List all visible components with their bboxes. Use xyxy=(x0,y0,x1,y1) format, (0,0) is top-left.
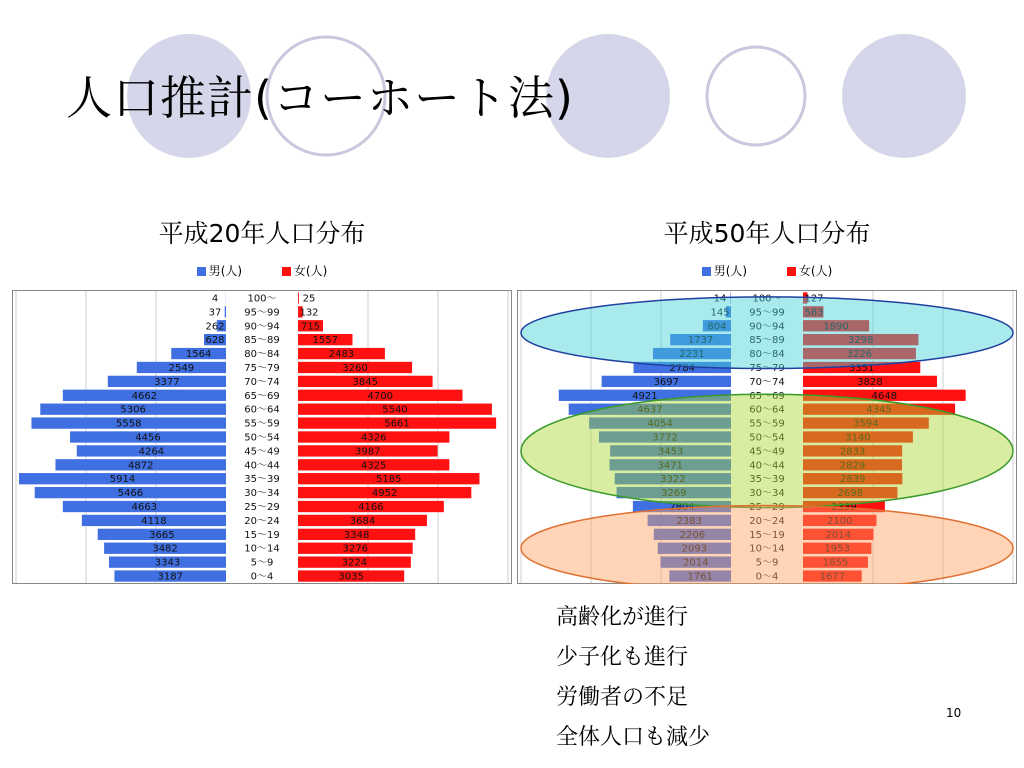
age-group-label: 55～59 xyxy=(749,418,785,430)
data-label-male: 4264 xyxy=(138,446,165,458)
data-label-female: 1557 xyxy=(312,335,338,347)
data-label-female: 3828 xyxy=(857,376,883,388)
data-label-male: 3377 xyxy=(154,376,180,388)
data-label-male: 1737 xyxy=(687,335,714,347)
data-label-female: 3226 xyxy=(846,349,873,361)
age-group-label: 80～84 xyxy=(244,349,280,361)
conclusion-list xyxy=(556,598,710,758)
data-label-male: 1564 xyxy=(185,349,212,361)
data-label-male: 3453 xyxy=(657,446,684,458)
age-group-label: 0～4 xyxy=(250,571,274,583)
age-group-label: 40～44 xyxy=(244,460,280,472)
data-label-male: 3187 xyxy=(157,571,183,583)
data-label-male: 3269 xyxy=(661,488,687,500)
age-group-label: 100～ xyxy=(752,293,782,305)
legend-swatch-female xyxy=(282,267,291,276)
age-group-label: 15～19 xyxy=(749,529,785,541)
data-label-male: 804 xyxy=(707,321,727,333)
chart-legend xyxy=(12,262,512,279)
age-group-label: 50～54 xyxy=(244,432,280,444)
data-label-female: 4952 xyxy=(371,488,398,500)
data-label-female: 3684 xyxy=(349,515,376,527)
highlight-ellipse xyxy=(521,297,1013,369)
age-group-label: 90～94 xyxy=(749,321,785,333)
legend-label-male: 男(人) xyxy=(208,264,243,278)
legend-female xyxy=(787,262,832,279)
age-group-label: 95～99 xyxy=(244,307,280,319)
age-group-label: 85～89 xyxy=(749,335,785,347)
pyramid-plot xyxy=(517,290,1017,584)
data-label-male: 4663 xyxy=(131,502,158,514)
age-group-label: 5～9 xyxy=(250,557,274,569)
age-group-label: 85～89 xyxy=(244,335,280,347)
legend-label-female: 女(人) xyxy=(798,264,833,278)
data-label-male: 3471 xyxy=(657,460,683,472)
data-label-female: 2698 xyxy=(837,488,863,500)
data-label-male: 3322 xyxy=(660,474,686,486)
data-label-male: 262 xyxy=(205,321,225,333)
data-label-female: 3987 xyxy=(355,446,381,458)
data-label-female: 4326 xyxy=(360,432,387,444)
deco-circle-outline-2 xyxy=(707,47,805,145)
data-label-female: 3351 xyxy=(848,362,875,374)
conclusion-item: 少子化も進行 xyxy=(556,645,689,670)
age-group-label: 60～64 xyxy=(244,404,280,416)
data-label-female: 4648 xyxy=(871,390,898,402)
age-group-label: 35～39 xyxy=(244,474,280,486)
data-label-female: 1953 xyxy=(824,543,850,555)
bar-female xyxy=(298,292,299,303)
data-label-male: 2383 xyxy=(676,515,703,527)
data-label-male: 2549 xyxy=(168,362,195,374)
chart-title: 平成50年人口分布 xyxy=(663,219,871,248)
data-label-female: 3035 xyxy=(338,571,364,583)
data-label-male: 145 xyxy=(710,307,730,319)
data-label-female: 3348 xyxy=(343,529,370,541)
data-label-male: 628 xyxy=(205,335,225,347)
data-label-female: 132 xyxy=(299,307,319,319)
data-label-female: 2014 xyxy=(825,529,851,541)
chart-2038 xyxy=(517,214,1017,586)
data-label-female: 3140 xyxy=(845,432,871,444)
data-label-female: 25 xyxy=(302,293,316,305)
age-group-label: 75～79 xyxy=(244,362,280,374)
data-label-male: 4456 xyxy=(135,432,161,444)
age-group-label: 100～ xyxy=(247,293,277,305)
age-group-label: 65～69 xyxy=(244,390,280,402)
data-label-female: 127 xyxy=(804,293,824,305)
legend-male xyxy=(197,262,242,279)
page-number: 10 xyxy=(946,706,962,720)
highlight-ellipse xyxy=(521,505,1013,584)
age-group-label: 25～29 xyxy=(244,502,280,514)
slide-title: 人口推計(コーホート法) xyxy=(66,71,574,125)
data-label-female: 2839 xyxy=(839,474,866,486)
data-label-female: 1677 xyxy=(819,571,846,583)
data-label-female: 4345 xyxy=(866,404,892,416)
data-label-male: 1761 xyxy=(687,571,713,583)
age-group-label: 20～24 xyxy=(244,515,280,527)
data-label-male: 5466 xyxy=(117,488,144,500)
chart-legend xyxy=(517,262,1017,279)
age-group-label: 20～24 xyxy=(749,515,785,527)
age-group-label: 10～14 xyxy=(749,543,785,555)
data-label-female: 3224 xyxy=(341,557,368,569)
data-label-male: 4872 xyxy=(128,460,154,472)
legend-male xyxy=(702,262,747,279)
data-label-male: 4662 xyxy=(131,390,158,402)
age-group-label: 60～64 xyxy=(749,404,785,416)
data-label-female: 3260 xyxy=(342,362,368,374)
age-group-label: 75～79 xyxy=(749,362,785,374)
legend-female xyxy=(282,262,327,279)
age-group-label: 45～49 xyxy=(244,446,280,458)
data-label-female: 2833 xyxy=(839,446,866,458)
legend-swatch-male xyxy=(702,267,711,276)
data-label-male: 5558 xyxy=(116,418,142,430)
data-label-female: 2339 xyxy=(831,502,857,514)
age-group-label: 55～59 xyxy=(244,418,280,430)
age-group-label: 35～39 xyxy=(749,474,785,486)
data-label-male: 37 xyxy=(208,307,222,319)
age-group-label: 5～9 xyxy=(755,557,779,569)
age-group-label: 80～84 xyxy=(749,349,785,361)
data-label-male: 4637 xyxy=(637,404,663,416)
data-label-male: 2206 xyxy=(679,529,706,541)
age-group-label: 0～4 xyxy=(755,571,779,583)
data-label-male: 3772 xyxy=(652,432,678,444)
legend-label-female: 女(人) xyxy=(293,264,328,278)
highlight-ellipse xyxy=(521,394,1013,507)
age-group-label: 90～94 xyxy=(244,321,280,333)
age-group-label: 65～69 xyxy=(749,390,785,402)
data-label-female: 2829 xyxy=(839,460,866,472)
data-label-female: 1890 xyxy=(823,321,849,333)
age-group-label: 30～34 xyxy=(749,488,785,500)
data-label-male: 4921 xyxy=(632,390,658,402)
legend-swatch-female xyxy=(787,267,796,276)
pyramid-plot xyxy=(12,290,512,584)
chart-title: 平成20年人口分布 xyxy=(158,219,366,248)
data-label-female: 2100 xyxy=(827,515,853,527)
data-label-female: 5661 xyxy=(384,418,410,430)
data-label-male: 2014 xyxy=(683,557,709,569)
data-label-male: 4 xyxy=(211,293,219,305)
legend-label-male: 男(人) xyxy=(713,264,748,278)
data-label-male: 4118 xyxy=(141,515,167,527)
data-label-male: 3343 xyxy=(154,557,181,569)
age-group-label: 25～29 xyxy=(749,502,785,514)
bar-male xyxy=(225,306,226,317)
age-group-label: 10～14 xyxy=(244,543,280,555)
conclusion-item: 全体人口も減少 xyxy=(556,725,711,750)
age-group-label: 50～54 xyxy=(749,432,785,444)
data-label-male: 5914 xyxy=(109,474,136,486)
data-label-male: 3482 xyxy=(152,543,178,555)
data-label-female: 3845 xyxy=(352,376,379,388)
data-label-male: 3697 xyxy=(653,376,680,388)
data-label-female: 3298 xyxy=(847,335,874,347)
data-label-female: 583 xyxy=(804,307,824,319)
data-label-male: 14 xyxy=(713,293,727,305)
data-label-male: 2093 xyxy=(681,543,708,555)
data-label-female: 5185 xyxy=(376,474,402,486)
legend-swatch-male xyxy=(197,267,206,276)
data-label-male: 2784 xyxy=(669,362,696,374)
conclusion-item: 労働者の不足 xyxy=(556,685,689,710)
data-label-female: 2483 xyxy=(328,349,355,361)
data-label-male: 4054 xyxy=(647,418,673,430)
data-label-female: 715 xyxy=(300,321,321,333)
age-group-label: 45～49 xyxy=(749,446,785,458)
deco-circle-filled-3 xyxy=(842,34,966,158)
data-label-female: 3276 xyxy=(342,543,369,555)
data-label-female: 4166 xyxy=(358,502,384,514)
age-group-label: 70～74 xyxy=(244,376,280,388)
age-group-label: 15～19 xyxy=(244,529,280,541)
data-label-male: 5306 xyxy=(120,404,146,416)
conclusion-item: 高齢化が進行 xyxy=(556,605,689,630)
data-label-male: 3665 xyxy=(149,529,175,541)
age-group-label: 95～99 xyxy=(749,307,785,319)
data-label-female: 1855 xyxy=(822,557,849,569)
data-label-male: 2804 xyxy=(669,502,695,514)
data-label-female: 5540 xyxy=(382,404,408,416)
data-label-female: 4700 xyxy=(367,390,393,402)
age-group-label: 70～74 xyxy=(749,376,785,388)
data-label-female: 3594 xyxy=(853,418,879,430)
age-group-label: 40～44 xyxy=(749,460,785,472)
data-label-male: 2231 xyxy=(679,349,705,361)
chart-2008 xyxy=(12,214,512,586)
age-group-label: 30～34 xyxy=(244,488,280,500)
data-label-female: 4325 xyxy=(360,460,387,472)
